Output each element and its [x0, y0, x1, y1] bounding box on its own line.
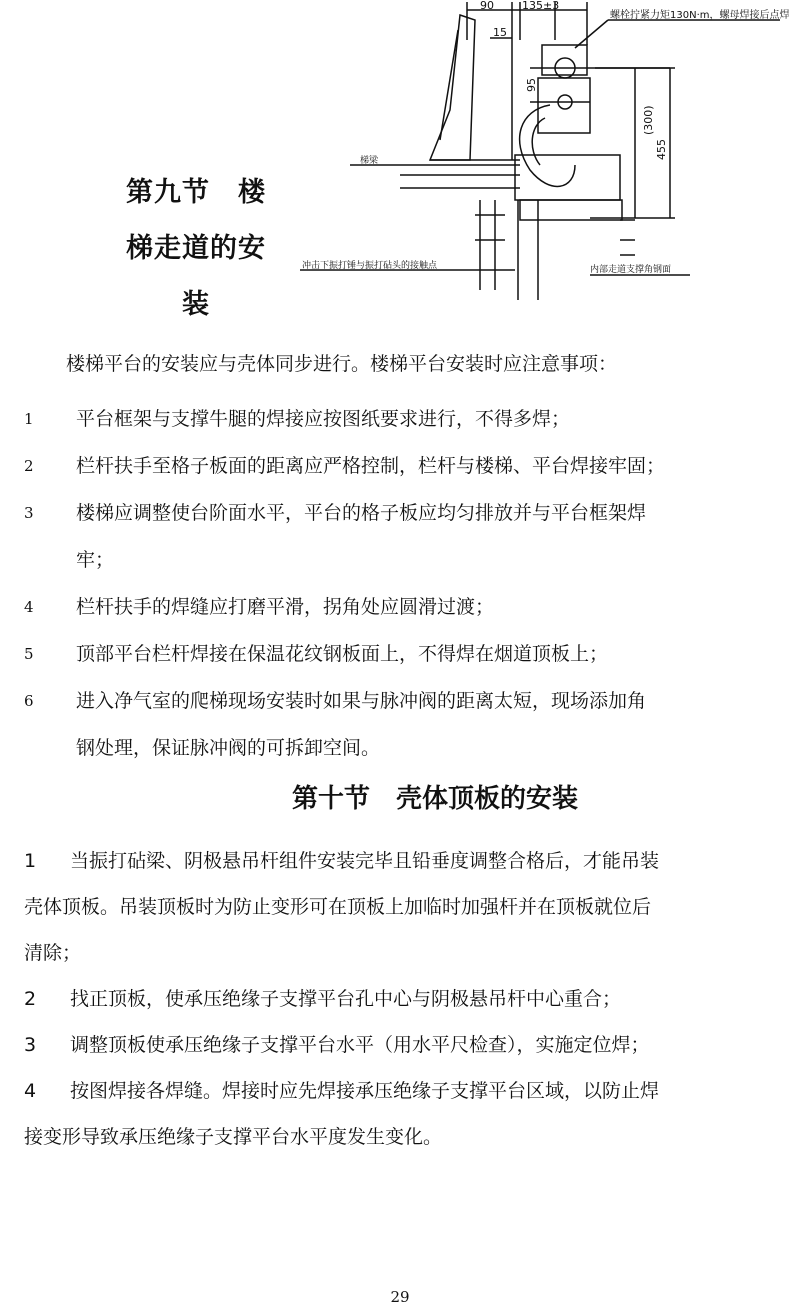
item-text: 进入净气室的爬梯现场安装时如果与脉冲阀的距离太短，现场添加角	[76, 690, 647, 712]
item-number: 5	[24, 645, 34, 663]
item-text: 钢处理，保证脉冲阀的可拆卸空间。	[76, 737, 381, 759]
list-item	[24, 838, 784, 884]
list-item	[24, 884, 784, 930]
section10-title: 第十节 壳体顶板的安装	[291, 784, 578, 814]
label-beam: 内部走道支撑角钢面	[590, 265, 672, 275]
item-text: 楼梯应调整使台阶面水平，平台的格子板应均匀排放并与平台框架焊	[76, 502, 647, 524]
section9-title-line: 第九节 楼	[126, 177, 266, 208]
item-text: 调整顶板使承压绝缘子支撑平台水平（用水平尺检查），实施定位焊；	[70, 1034, 650, 1056]
list-item	[24, 976, 784, 1022]
dim-300: (300)	[642, 105, 655, 135]
section9-list	[0, 396, 800, 772]
item-number: 1	[24, 850, 37, 872]
section9-title	[112, 165, 280, 333]
list-item	[24, 1114, 784, 1160]
label-platform: 冲击下振打锤与振打砧头的接触点	[302, 261, 438, 271]
item-number: 6	[24, 692, 34, 710]
item-text: 栏杆扶手的焊缝应打磨平滑，拐角处应圆滑过渡；	[76, 596, 495, 618]
item-text: 按图焊接各焊缝。焊接时应先焊接承压绝缘子支撑平台区域，以防止焊	[70, 1080, 660, 1102]
list-item	[0, 537, 800, 584]
dim-90: 90	[480, 0, 494, 12]
list-item	[24, 1022, 784, 1068]
section9-title-line: 梯走道的安	[126, 233, 266, 264]
dim-95: 95	[525, 78, 538, 92]
item-text: 壳体顶板。吊装顶板时为防止变形可在顶板上加临时加强杆并在顶板就位后	[24, 896, 652, 918]
list-item	[0, 396, 800, 443]
item-text: 牢；	[76, 549, 115, 571]
list-item	[0, 490, 800, 537]
item-text: 清除；	[24, 942, 82, 964]
drawing-svg	[290, 0, 800, 310]
section9-intro: 楼梯平台的安装应与壳体同步进行。楼梯平台安装时应注意事项：	[66, 353, 618, 375]
item-text: 顶部平台栏杆焊接在保温花纹钢板面上，不得焊在烟道顶板上；	[76, 643, 609, 665]
item-number: 2	[24, 457, 34, 475]
item-text: 栏杆扶手至格子板面的距离应严格控制，栏杆与楼梯、平台焊接牢固；	[76, 455, 666, 477]
list-item	[0, 725, 800, 772]
item-number: 4	[24, 598, 34, 616]
list-item	[0, 678, 800, 725]
technical-drawing	[290, 0, 800, 310]
item-number: 3	[24, 504, 34, 522]
list-item	[0, 443, 800, 490]
item-text: 接变形导致承压绝缘子支撑平台水平度发生变化。	[24, 1126, 443, 1148]
list-item	[0, 584, 800, 631]
item-text: 平台框架与支撑牛腿的焊接应按图纸要求进行，不得多焊；	[76, 408, 571, 430]
item-number: 2	[24, 988, 37, 1010]
item-text: 当振打砧梁、阴极悬吊杆组件安装完毕且铅垂度调整合格后，才能吊装	[70, 850, 660, 872]
section9-title-line: 装	[182, 289, 210, 320]
torque-note: 螺栓拧紧力矩130N·m，螺母焊接后点焊	[610, 10, 790, 21]
item-number: 4	[24, 1080, 37, 1102]
label-ladder: 梯梁	[360, 156, 379, 166]
page-number: 29	[390, 1288, 410, 1306]
dim-15: 15	[493, 26, 507, 39]
section10-list	[24, 838, 784, 1160]
list-item	[0, 631, 800, 678]
dim-135: 135±3	[522, 0, 560, 12]
item-text: 找正顶板，使承压绝缘子支撑平台孔中心与阴极悬吊杆中心重合；	[70, 988, 622, 1010]
dim-455: 455	[655, 139, 668, 160]
slanted-plate	[430, 15, 475, 160]
list-item	[24, 930, 784, 976]
item-number: 3	[24, 1034, 37, 1056]
list-item	[24, 1068, 784, 1114]
item-number: 1	[24, 410, 34, 428]
